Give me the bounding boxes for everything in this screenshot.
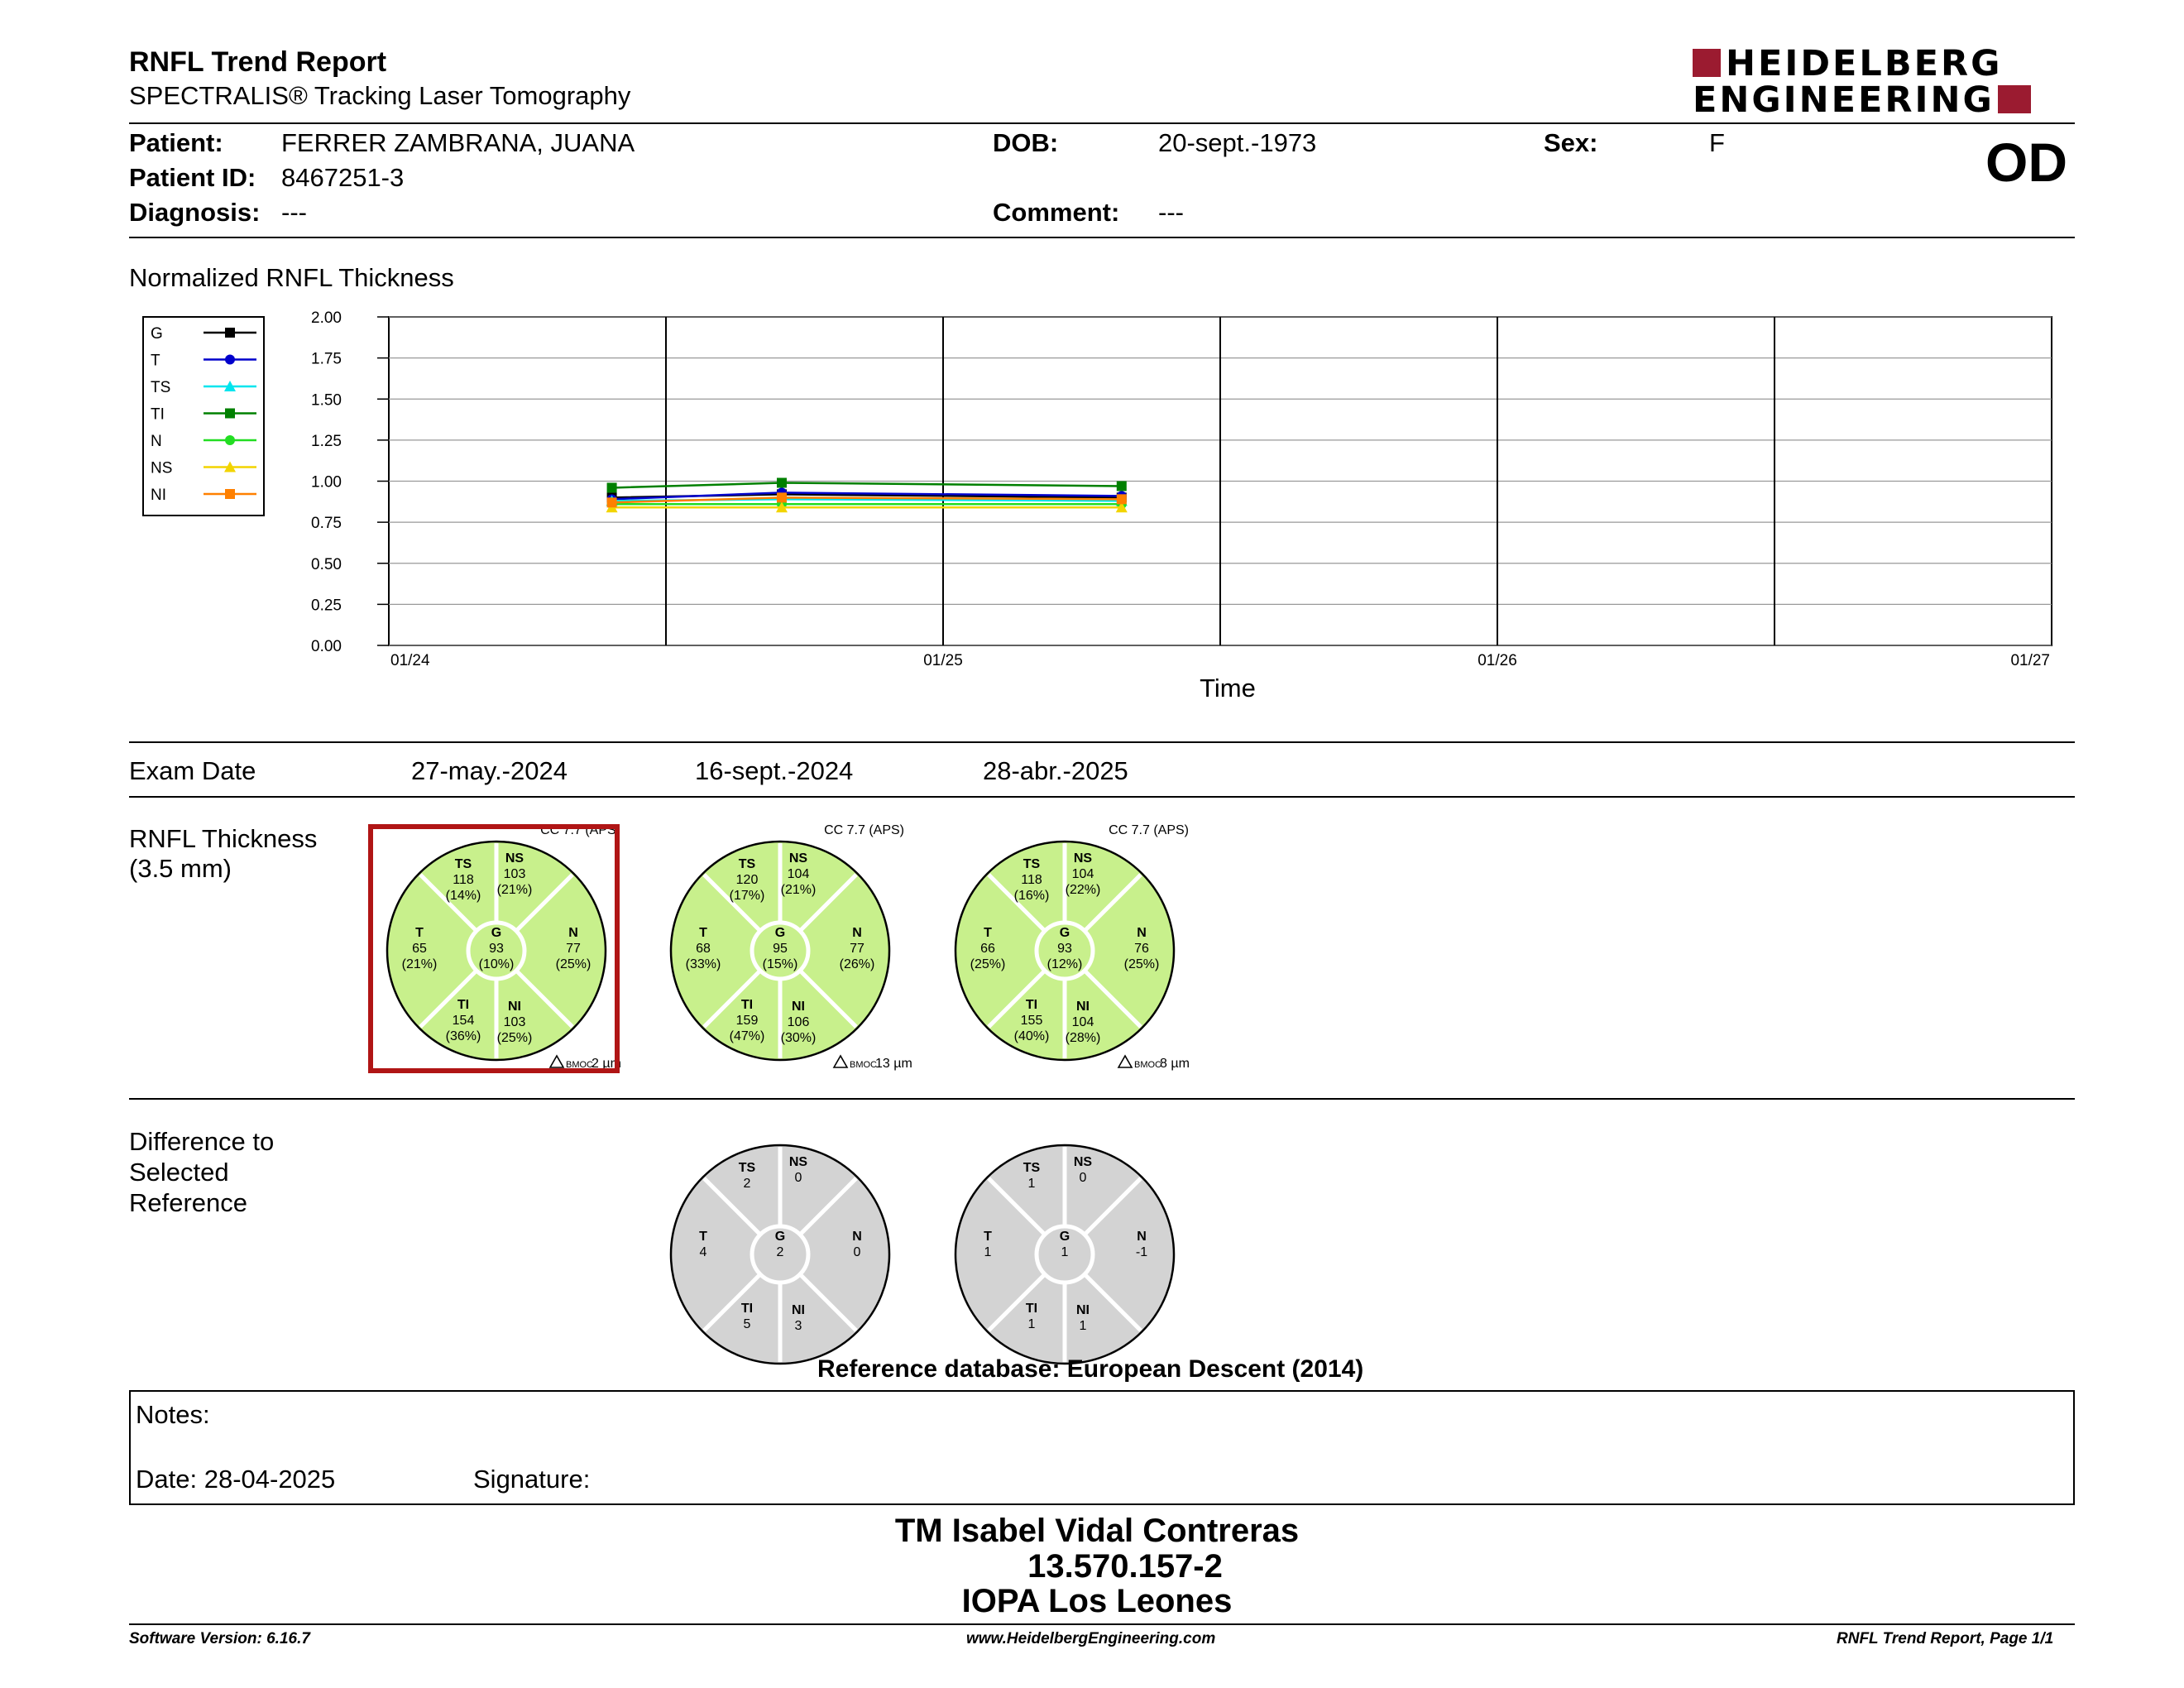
bmoc-value: 2 µm	[592, 1057, 621, 1071]
legend-label: TI	[151, 405, 165, 424]
y-tick-label: 1.25	[311, 432, 342, 450]
sector-t-name: T	[984, 1230, 992, 1244]
legend-label: N	[151, 433, 162, 450]
rnfl-label-line1: RNFL Thickness	[129, 824, 318, 853]
point-marker	[225, 489, 235, 499]
x-tick-label: 01/27	[2010, 652, 2050, 669]
sector-ni-value: 104	[1071, 1015, 1094, 1029]
sector-t-name: T	[415, 926, 424, 940]
sector-ts-value: (16%)	[1013, 889, 1050, 903]
eye-indicator: OD	[1985, 132, 2067, 193]
sector-ni-value: (25%)	[496, 1031, 533, 1045]
series-line	[612, 482, 1122, 487]
sector-g-value: 95	[773, 942, 788, 956]
comment-value: ---	[1158, 198, 1184, 227]
notes-label: Notes:	[136, 1400, 210, 1429]
point-marker	[607, 482, 617, 492]
cc-label: CC 7.7 (APS)	[824, 823, 904, 837]
sector-g-value: 93	[1057, 942, 1072, 956]
rnfl-disc-3	[956, 823, 1190, 1071]
sector-ts-value: 120	[735, 873, 759, 887]
sector-n-value: (25%)	[555, 957, 592, 971]
exam-date-label: Exam Date	[129, 756, 256, 785]
sector-ti-name: TI	[1025, 998, 1038, 1012]
sector-ti-value: 1	[1027, 1317, 1036, 1331]
chart-grid	[377, 317, 2052, 645]
software-version: Software Version: 6.16.7	[129, 1630, 310, 1647]
sector-n-value: 77	[566, 942, 581, 956]
sector-ns-name: NS	[788, 1155, 808, 1169]
sector-ns-name: NS	[1073, 851, 1093, 866]
y-tick-label: 2.00	[311, 309, 342, 327]
comment-label: Comment:	[993, 198, 1120, 227]
point-marker	[777, 492, 787, 502]
bmoc-value: 8 µm	[1160, 1057, 1190, 1071]
chart-legend	[143, 317, 264, 516]
footer-divider	[129, 1623, 2075, 1625]
delta-icon	[834, 1056, 847, 1067]
bmoc-label: BMOC	[850, 1060, 877, 1070]
sector-g-value: 2	[776, 1245, 784, 1259]
exam-top-divider	[129, 741, 2075, 743]
sex-value: F	[1709, 128, 1725, 157]
notes-box[interactable]	[129, 1390, 2075, 1505]
sector-t-name: T	[699, 1230, 707, 1244]
sector-g-name: G	[774, 926, 786, 940]
exam-date-2: 16-sept.-2024	[695, 756, 854, 785]
sector-t-value: (33%)	[685, 957, 721, 971]
sector-n-value: 76	[1134, 942, 1149, 956]
sector-ts-value: (17%)	[729, 889, 765, 903]
sector-t-value: 65	[412, 942, 427, 956]
sector-g-name: G	[1059, 926, 1070, 940]
sector-ti-value: (47%)	[729, 1029, 765, 1043]
diff-label-line3: Reference	[129, 1188, 248, 1217]
sector-ti-name: TI	[457, 998, 470, 1012]
legend-label: TS	[151, 379, 171, 396]
point-marker	[777, 477, 787, 487]
rnfl-disc-1	[371, 823, 621, 1071]
diagnosis-label: Diagnosis:	[129, 198, 261, 227]
sector-ts-value: 1	[1027, 1177, 1036, 1191]
report-title: RNFL Trend Report	[129, 46, 387, 78]
sector-ns-value: 0	[794, 1171, 802, 1185]
sector-t-value: 1	[984, 1245, 992, 1259]
sector-ns-value: 103	[503, 867, 526, 881]
cc-label: CC 7.7 (APS)	[540, 823, 620, 837]
sector-ts-name: TS	[1023, 857, 1041, 871]
sector-ts-name: TS	[1023, 1161, 1041, 1175]
difference-disc-1	[671, 1145, 889, 1364]
sector-g-name: G	[1059, 1230, 1070, 1244]
legend-label: T	[151, 352, 160, 370]
sector-n-name: N	[852, 926, 862, 940]
sector-ni-value: 1	[1079, 1319, 1087, 1333]
notes-date: Date: 28-04-2025	[136, 1465, 336, 1494]
sector-g-value: (10%)	[478, 957, 515, 971]
sector-ts-value: (14%)	[445, 889, 481, 903]
delta-icon	[550, 1056, 563, 1067]
sector-ts-value: 118	[1021, 873, 1042, 887]
sector-n-name: N	[1137, 1230, 1147, 1244]
sector-t-name: T	[984, 926, 992, 940]
diff-label-line1: Difference to	[129, 1127, 275, 1156]
signer-institution: IOPA Los Leones	[961, 1583, 1233, 1619]
sector-g-name: G	[491, 926, 502, 940]
patient-id-label: Patient ID:	[129, 163, 256, 192]
sector-ni-value: 3	[794, 1319, 802, 1333]
sector-ts-value: 118	[453, 873, 474, 887]
rnfl-divider	[129, 1098, 2075, 1100]
sector-t-value: 4	[699, 1245, 707, 1259]
patient-label: Patient:	[129, 128, 223, 157]
dob-value: 20-sept.-1973	[1158, 128, 1317, 157]
sector-ni-value: 103	[503, 1015, 526, 1029]
y-tick-label: 0.25	[311, 597, 342, 615]
sector-t-value: 68	[696, 942, 711, 956]
sector-n-value: (25%)	[1123, 957, 1160, 971]
signer-id: 13.570.157-2	[1027, 1548, 1223, 1585]
sector-ni-name: NI	[792, 1000, 805, 1014]
rnfl-label-line2: (3.5 mm)	[129, 854, 232, 883]
rnfl-discs	[364, 819, 1274, 1076]
exam-date-1: 27-may.-2024	[411, 756, 568, 785]
difference-discs	[654, 1134, 1233, 1365]
x-tick-label: 01/26	[1478, 652, 1517, 669]
y-tick-label: 0.50	[311, 555, 342, 573]
sector-ts-name: TS	[454, 857, 472, 871]
page-number: RNFL Trend Report, Page 1/1	[1837, 1630, 2054, 1647]
sector-ni-name: NI	[508, 1000, 521, 1014]
x-tick-label: 01/25	[923, 652, 963, 669]
sector-ti-name: TI	[740, 998, 754, 1012]
sector-t-value: (21%)	[401, 957, 438, 971]
signature-label: Signature:	[473, 1465, 591, 1494]
logo-line1: HEIDELBERG	[1726, 43, 2003, 84]
sector-ti-name: TI	[740, 1302, 754, 1316]
y-tick-label: 1.75	[311, 350, 342, 368]
sector-ns-value: 0	[1079, 1171, 1087, 1185]
signer-name: TM Isabel Vidal Contreras	[894, 1513, 1300, 1549]
exam-bottom-divider	[129, 796, 2075, 798]
logo-square-icon	[1693, 49, 1721, 77]
diff-label-line2: Selected	[129, 1158, 229, 1187]
sector-g-value: (15%)	[762, 957, 798, 971]
report-subtitle: SPECTRALIS® Tracking Laser Tomography	[129, 81, 631, 110]
sector-ns-value: 104	[1071, 867, 1094, 881]
sector-ti-name: TI	[1025, 1302, 1038, 1316]
sector-ti-value: (36%)	[445, 1029, 481, 1043]
patient-divider	[129, 237, 2075, 238]
sector-t-value: (25%)	[970, 957, 1006, 971]
sector-n-value: (26%)	[839, 957, 875, 971]
point-marker	[607, 497, 617, 507]
sector-ni-value: 106	[787, 1015, 810, 1029]
sector-n-value: -1	[1135, 1245, 1148, 1259]
point-marker	[1117, 481, 1127, 491]
bmoc-label: BMOC	[1134, 1060, 1161, 1070]
sector-n-name: N	[568, 926, 578, 940]
sector-t-value: 66	[980, 942, 995, 956]
header-divider	[129, 122, 2075, 124]
legend-label: G	[151, 325, 163, 343]
sector-ti-value: 5	[743, 1317, 751, 1331]
sector-ni-name: NI	[1076, 1000, 1090, 1014]
y-tick-label: 1.50	[311, 391, 342, 410]
sector-ns-value: (22%)	[1065, 883, 1101, 897]
sector-ns-value: (21%)	[496, 883, 533, 897]
rnfl-disc-2	[671, 823, 912, 1071]
series-ti	[607, 477, 1127, 492]
sex-label: Sex:	[1544, 128, 1598, 157]
patient-id-value: 8467251-3	[281, 163, 405, 192]
sector-ts-name: TS	[738, 1161, 756, 1175]
sector-ns-name: NS	[788, 851, 808, 866]
trend-section-title: Normalized RNFL Thickness	[129, 263, 454, 292]
sector-ni-value: (28%)	[1065, 1031, 1101, 1045]
sector-ni-name: NI	[1076, 1303, 1090, 1317]
point-marker	[225, 355, 235, 365]
x-axis-ticks	[390, 652, 2050, 669]
sector-ns-name: NS	[505, 851, 524, 866]
sector-ti-value: (40%)	[1013, 1029, 1050, 1043]
reference-database: Reference database: European Descent (2014)	[817, 1355, 1364, 1383]
chart-series	[606, 477, 1128, 512]
difference-disc-2	[956, 1145, 1174, 1364]
website-link[interactable]: www.HeidelbergEngineering.com	[966, 1630, 1216, 1647]
sector-ti-value: 155	[1020, 1014, 1043, 1028]
point-marker	[225, 328, 235, 338]
patient-name: FERRER ZAMBRANA, JUANA	[281, 128, 635, 157]
sector-g-name: G	[774, 1230, 786, 1244]
bmoc-label: BMOC	[566, 1060, 593, 1070]
x-axis-label: Time	[1200, 674, 1256, 703]
sector-ns-value: (21%)	[780, 883, 817, 897]
sector-ni-name: NI	[792, 1303, 805, 1317]
sector-ns-value: 104	[787, 867, 810, 881]
sector-ti-value: 154	[452, 1014, 475, 1028]
sector-n-value: 77	[850, 942, 864, 956]
delta-icon	[1118, 1056, 1132, 1067]
exam-date-3: 28-abr.-2025	[983, 756, 1128, 785]
logo-square-icon	[1998, 85, 2031, 113]
legend-label: NI	[151, 487, 166, 504]
y-tick-label: 0.75	[311, 515, 342, 533]
sector-ti-value: 159	[735, 1014, 759, 1028]
x-tick-label: 01/24	[390, 652, 430, 669]
point-marker	[225, 409, 235, 419]
diagnosis-value: ---	[281, 198, 307, 227]
y-axis-ticks	[311, 309, 342, 655]
heidelberg-logo	[1693, 43, 2075, 121]
y-tick-label: 0.00	[311, 638, 342, 655]
sector-g-value: 1	[1061, 1245, 1069, 1259]
legend-label: NS	[151, 459, 173, 477]
sector-n-value: 0	[853, 1245, 861, 1259]
dob-label: DOB:	[993, 128, 1059, 157]
trend-chart	[124, 298, 2093, 728]
point-marker	[1117, 494, 1127, 504]
sector-ni-value: (30%)	[780, 1031, 817, 1045]
y-tick-label: 1.00	[311, 473, 342, 492]
sector-t-name: T	[699, 926, 707, 940]
sector-ns-name: NS	[1073, 1155, 1093, 1169]
logo-line2: ENGINEERING	[1693, 79, 1995, 121]
sector-g-value: (12%)	[1046, 957, 1083, 971]
sector-n-name: N	[852, 1230, 862, 1244]
point-marker	[225, 435, 235, 445]
sector-ts-value: 2	[743, 1177, 751, 1191]
sector-ts-name: TS	[738, 857, 756, 871]
cc-label: CC 7.7 (APS)	[1109, 823, 1189, 837]
sector-n-name: N	[1137, 926, 1147, 940]
bmoc-value: 13 µm	[875, 1057, 912, 1071]
sector-g-value: 93	[489, 942, 504, 956]
